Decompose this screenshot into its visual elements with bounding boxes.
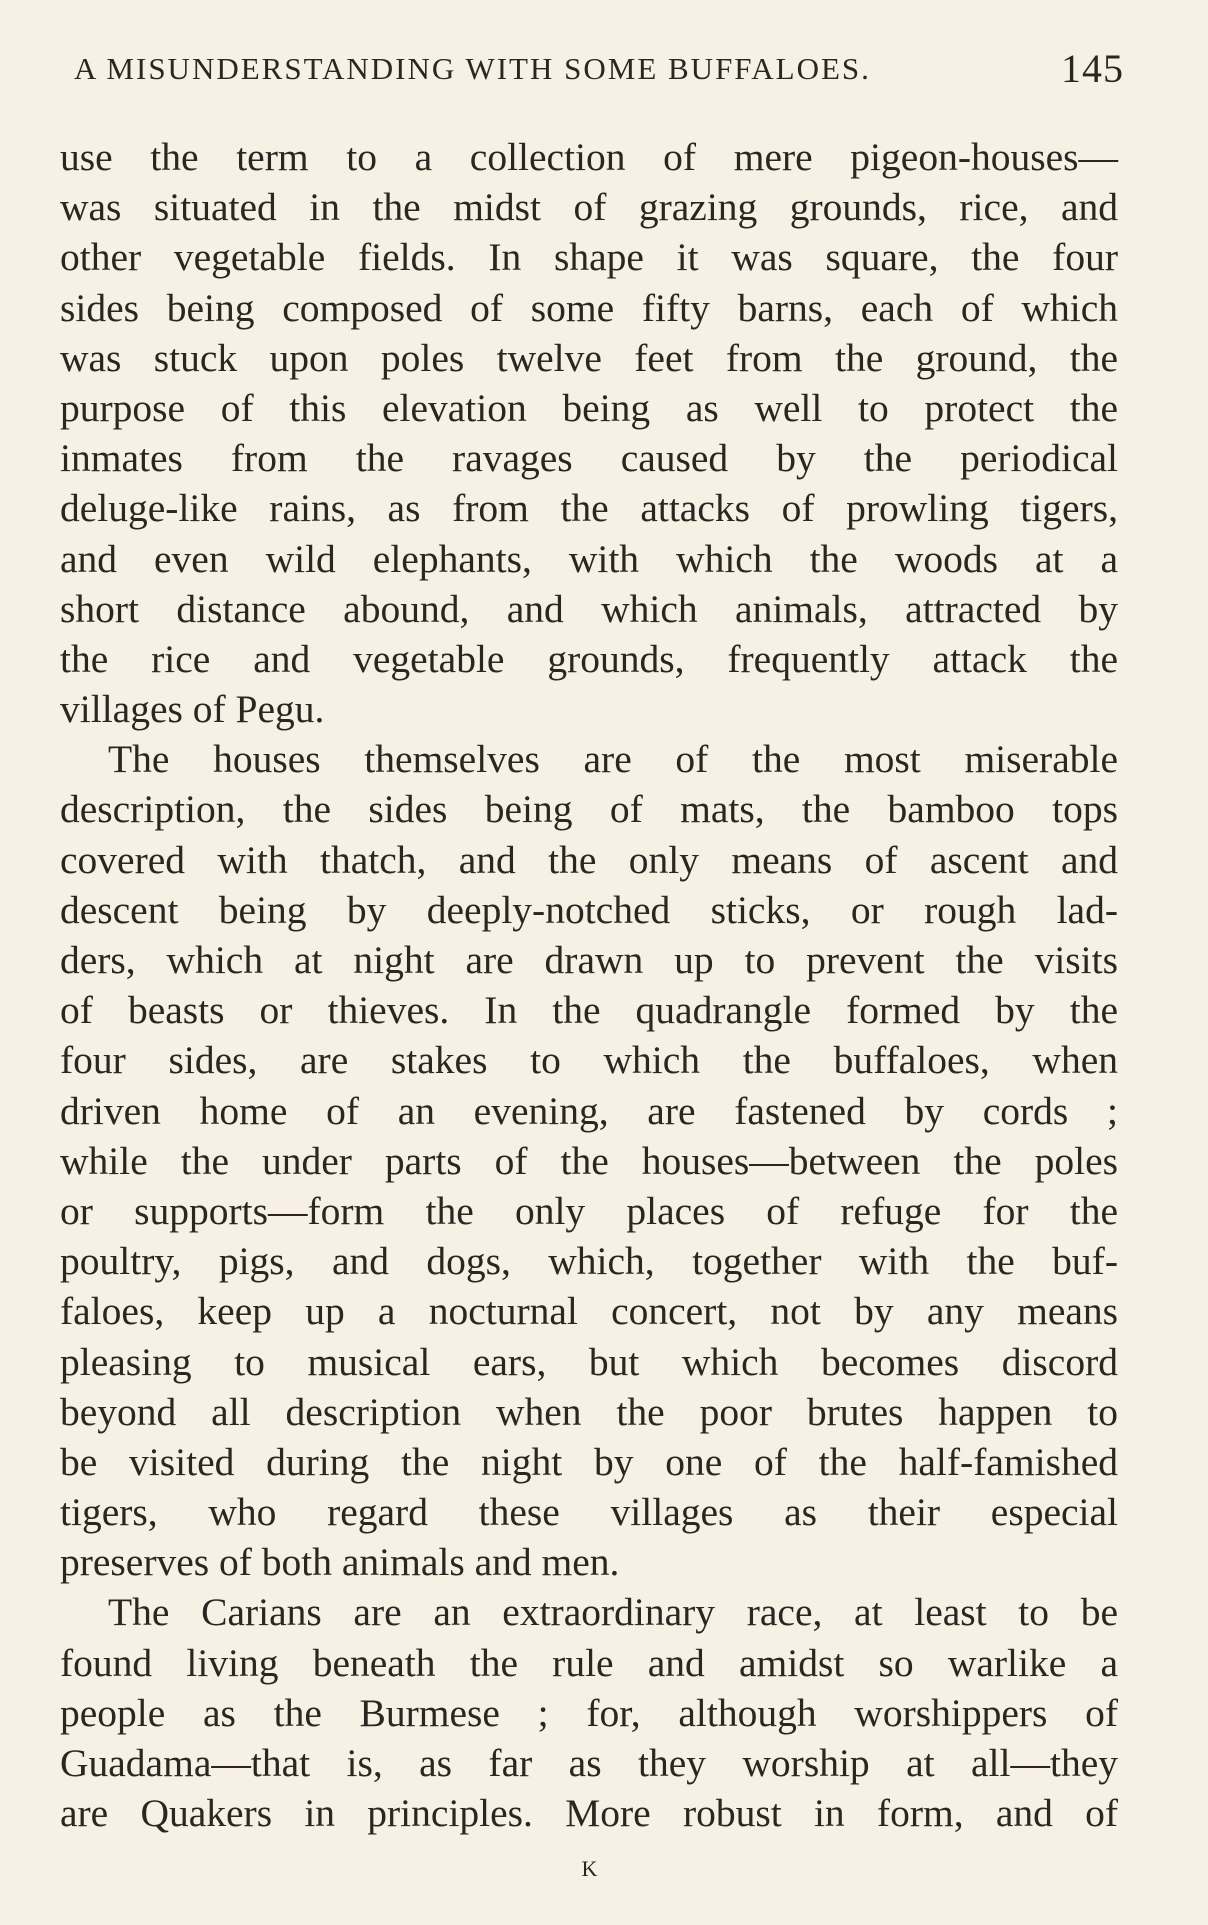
- text-line: preserves of both animals and men.: [60, 1540, 620, 1585]
- text-line: tigers, who regard these villages as their especial: [60, 1490, 1118, 1535]
- text-line: and even wild elephants, with which the woods at a: [60, 536, 1118, 581]
- text-line: found living beneath the rule and amidst so warlike a: [60, 1640, 1118, 1685]
- text-line: be visited during the night by one of the half-famished: [60, 1439, 1118, 1484]
- text-line: deluge-like rains, as from the attacks of prowling tigers,: [60, 486, 1118, 531]
- text-line: was stuck upon poles twelve feet from the ground, the: [60, 335, 1118, 380]
- text-line: or supports—form the only places of refuge for the: [60, 1188, 1118, 1233]
- text-line: four sides, are stakes to which the buffaloes, when: [60, 1038, 1118, 1083]
- text-line: descent being by deeply-notched sticks, or rough lad-: [60, 887, 1118, 932]
- paragraph-first-line: The houses themselves are of the most miserable: [108, 737, 1118, 782]
- text-line: are Quakers in principles. More robust in form, and of: [60, 1791, 1118, 1836]
- running-head: [74, 44, 1124, 94]
- text-line: description, the sides being of mats, the bamboo tops: [60, 787, 1118, 832]
- text-line: short distance abound, and which animals, attracted by: [60, 586, 1118, 631]
- text-line: poultry, pigs, and dogs, which, together with the buf-: [60, 1239, 1118, 1284]
- page-number: 145: [1061, 46, 1124, 91]
- text-line: people as the Burmese ; for, although worshippers of: [60, 1690, 1118, 1735]
- running-title: A MISUNDERSTANDING WITH SOME BUFFALOES.: [74, 51, 871, 86]
- text-line: pleasing to musical ears, but which becomes discord: [60, 1339, 1118, 1384]
- text-line: covered with thatch, and the only means of ascent and: [60, 837, 1118, 882]
- text-line: Guadama—that is, as far as they worship at all—they: [60, 1741, 1118, 1785]
- text-line: of beasts or thieves. In the quadrangle formed by the: [60, 988, 1118, 1033]
- text-line: the rice and vegetable grounds, frequently attack the: [60, 636, 1118, 681]
- text-line: use the term to a collection of mere pigeon-houses—: [60, 135, 1118, 179]
- paragraph-first-line: The Carians are an extraordinary race, at least to be: [108, 1590, 1118, 1635]
- signature-mark: K: [581, 1856, 599, 1881]
- body-text: [60, 132, 1118, 1838]
- text-line: sides being composed of some fifty barns, each of which: [60, 285, 1118, 330]
- text-line: beyond all description when the poor brutes happen to: [60, 1389, 1118, 1434]
- text-line: villages of Pegu.: [60, 687, 325, 732]
- text-line: was situated in the midst of grazing grounds, rice, and: [60, 185, 1118, 230]
- text-line: purpose of this elevation being as well to protect the: [60, 385, 1118, 430]
- text-line: ders, which at night are drawn up to prevent the visits: [60, 938, 1118, 982]
- text-line: other vegetable fields. In shape it was square, the four: [60, 235, 1118, 280]
- text-line: inmates from the ravages caused by the periodical: [60, 436, 1118, 481]
- text-line: faloes, keep up a nocturnal concert, not by any means: [60, 1289, 1118, 1334]
- text-line: while the under parts of the houses—between the poles: [60, 1138, 1118, 1183]
- text-line: driven home of an evening, are fastened by cords ;: [60, 1088, 1118, 1133]
